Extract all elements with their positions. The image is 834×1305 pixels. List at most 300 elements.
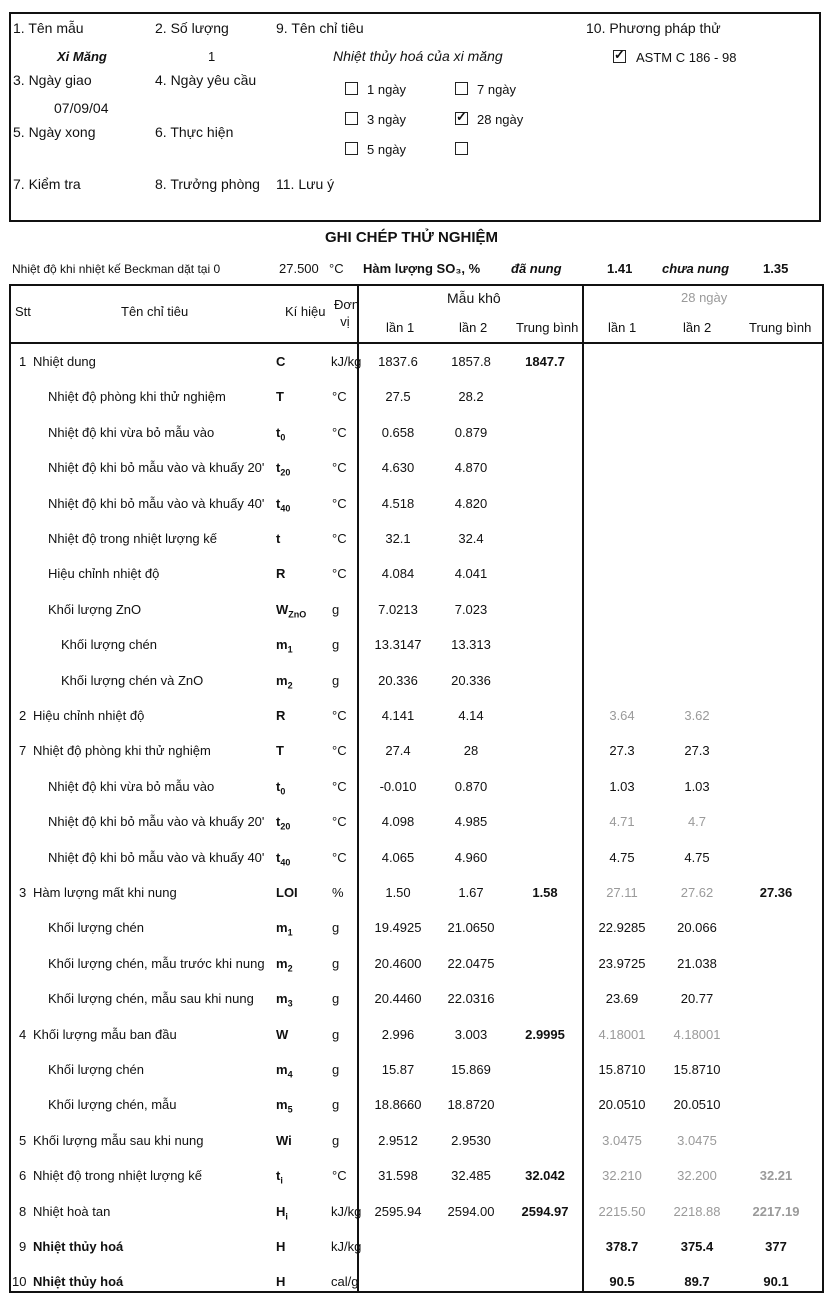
row-28d-run2: 21.038 xyxy=(677,955,717,971)
row-dry-run2: 28.2 xyxy=(458,389,484,405)
row-symbol-main: LOI xyxy=(276,885,298,900)
table-row xyxy=(11,389,822,409)
row-28d-run2: 2218.88 xyxy=(673,1203,721,1219)
row-dry-run1: 4.630 xyxy=(381,460,415,476)
option-1-day-checkbox[interactable] xyxy=(345,82,358,95)
row-dry-run1: 1837.6 xyxy=(378,354,418,369)
row-unit: °C xyxy=(332,814,347,830)
row-dry-run2: 4.960 xyxy=(454,849,488,865)
option-3-day-label: 3 ngày xyxy=(367,112,407,127)
row-symbol xyxy=(276,566,285,581)
row-28d-run1: 15.8710 xyxy=(598,1062,646,1077)
delivery-date-label: 3. Ngày giao xyxy=(13,72,92,88)
row-unit: g xyxy=(332,1026,340,1042)
row-28d-run1: 4.71 xyxy=(609,814,635,830)
test-name-value: Nhiệt thủy hoá của xi măng xyxy=(333,48,503,64)
completion-date-label: 5. Ngày xong xyxy=(13,124,96,140)
row-28d-run2: 3.62 xyxy=(684,708,710,723)
row-dry-run1: -0.010 xyxy=(379,778,417,794)
row-name: Nhiệt độ khi bỏ mẫu vào và khuấy 40' xyxy=(48,495,265,511)
method-checkbox[interactable] xyxy=(613,50,626,63)
row-stt: 10 xyxy=(12,1274,27,1290)
request-date-label: 4. Ngày yêu cầu xyxy=(155,72,257,88)
sample-name-label: 1. Tên mẫu xyxy=(13,20,84,36)
table-row xyxy=(11,425,822,445)
row-symbol-sub: 40 xyxy=(280,503,291,514)
row-symbol-main: m xyxy=(276,991,288,1007)
row-symbol xyxy=(276,885,298,900)
row-symbol-main: t xyxy=(276,495,281,511)
header-28d-run1: lần 1 xyxy=(608,320,637,335)
header-dry-avg: Trung bình xyxy=(516,320,579,335)
header-divider xyxy=(11,342,822,344)
row-symbol xyxy=(276,1204,288,1222)
row-unit: kJ/kg xyxy=(331,1239,362,1254)
row-name: Nhiệt độ trong nhiệt lượng kế xyxy=(48,531,217,546)
row-symbol-sub: 3 xyxy=(287,998,293,1009)
row-28d-run2: 32.200 xyxy=(677,1168,717,1184)
row-unit: °C xyxy=(332,495,347,511)
row-name: Nhiệt thủy hoá xyxy=(33,1274,124,1290)
row-dry-run2: 20.336 xyxy=(451,672,491,688)
row-28d-run2: 27.3 xyxy=(684,743,710,759)
row-dry-run2: 4.985 xyxy=(454,814,488,830)
header-stt: Stt xyxy=(15,304,31,319)
table-row xyxy=(11,850,822,870)
table-row xyxy=(11,531,822,551)
row-unit: °C xyxy=(332,424,347,440)
row-dry-run1: 13.3147 xyxy=(374,637,422,653)
row-symbol-sub: 0 xyxy=(280,432,286,443)
row-dry-run1: 2.996 xyxy=(381,1026,415,1042)
row-dry-run1: 4.084 xyxy=(381,566,415,582)
row-dry-run2: 3.003 xyxy=(454,1026,488,1042)
sample-name-value: Xi Măng xyxy=(57,49,107,64)
table-row xyxy=(11,708,822,728)
header-dry-sample: Mẫu khô xyxy=(447,290,501,306)
row-dry-run2: 0.879 xyxy=(454,424,488,440)
row-symbol-main: t xyxy=(276,778,281,794)
uncalcined-value: 1.35 xyxy=(763,261,789,276)
row-dry-run1: 0.658 xyxy=(381,424,415,440)
row-28d-run1: 23.69 xyxy=(605,991,639,1007)
header-unit: Đơn vị xyxy=(334,297,360,329)
row-dry-run1: 20.336 xyxy=(378,672,418,688)
row-symbol xyxy=(276,1027,288,1042)
beckman-value: 27.500 xyxy=(279,261,319,276)
row-symbol xyxy=(276,1239,285,1254)
quantity-label: 2. Số lượng xyxy=(155,20,229,36)
row-28d-run2: 20.77 xyxy=(680,991,714,1007)
row-symbol-sub: 20 xyxy=(280,467,291,478)
row-28d-run2: 20.0510 xyxy=(673,1097,721,1113)
row-symbol-main: m xyxy=(276,637,288,653)
row-dry-run1: 20.4460 xyxy=(374,991,422,1007)
row-name: Khối lượng mẫu sau khi nung xyxy=(33,1132,204,1148)
row-symbol-main: C xyxy=(276,354,286,369)
row-name: Khối lượng chén xyxy=(48,920,145,936)
row-dry-run2: 22.0475 xyxy=(447,955,495,971)
row-unit: g xyxy=(332,1132,340,1148)
row-symbol-sub: 2 xyxy=(287,680,293,691)
row-symbol xyxy=(276,354,285,369)
row-unit: g xyxy=(332,672,340,688)
option-blank-checkbox[interactable] xyxy=(455,142,468,155)
table-row xyxy=(11,1027,822,1047)
row-dry-run1: 2595.94 xyxy=(374,1203,422,1219)
row-stt: 8 xyxy=(19,1203,27,1219)
row-28d-run1: 22.9285 xyxy=(598,920,646,936)
row-name: Hiệu chỉnh nhiệt độ xyxy=(48,566,160,582)
option-1-day-label: 1 ngày xyxy=(367,82,407,97)
row-symbol xyxy=(276,1168,283,1186)
row-dry-run2: 4.820 xyxy=(454,495,488,511)
row-dry-avg: 1.58 xyxy=(532,885,558,900)
option-3-day-checkbox[interactable] xyxy=(345,112,358,125)
row-unit: °C xyxy=(332,708,347,723)
row-unit: g xyxy=(332,991,340,1007)
row-stt: 9 xyxy=(19,1239,27,1254)
row-symbol xyxy=(276,673,293,691)
row-name: Nhiệt thủy hoá xyxy=(33,1239,124,1254)
row-28d-run2: 15.8710 xyxy=(673,1062,721,1077)
header-28d-avg: Trung bình xyxy=(749,320,812,335)
row-dry-run1: 27.4 xyxy=(385,743,411,759)
row-symbol xyxy=(276,1062,293,1080)
row-name: Nhiệt độ khi bỏ mẫu vào và khuấy 20' xyxy=(48,814,265,830)
row-symbol xyxy=(276,708,285,723)
row-28d-run1: 1.03 xyxy=(609,778,635,794)
header-dry-run1: lần 1 xyxy=(386,320,415,335)
row-dry-run2: 22.0316 xyxy=(447,991,495,1007)
row-stt: 5 xyxy=(19,1132,27,1148)
calcined-label: đã nung xyxy=(511,261,562,276)
row-dry-run1: 4.098 xyxy=(381,814,415,830)
measurement-table xyxy=(9,284,824,1293)
row-symbol-main: t xyxy=(276,460,281,476)
row-symbol xyxy=(276,460,290,478)
row-unit: g xyxy=(332,1097,340,1113)
row-28d-run2: 27.62 xyxy=(680,885,714,900)
table-row xyxy=(11,673,822,693)
row-28d-run1: 4.75 xyxy=(609,849,635,865)
header-symbol: Kí hiệu xyxy=(285,304,326,319)
row-dry-run1: 27.5 xyxy=(385,389,411,405)
table-row xyxy=(11,354,822,374)
row-dry-run1: 18.8660 xyxy=(374,1097,422,1113)
row-name: Nhiệt độ khi vừa bỏ mẫu vào xyxy=(48,778,215,794)
row-28d-run1: 3.0475 xyxy=(602,1132,642,1148)
row-unit: g xyxy=(332,955,340,971)
row-symbol-main: H xyxy=(276,1239,286,1254)
so3-label: Hàm lượng SO₃, % xyxy=(363,261,481,276)
row-28d-avg: 32.21 xyxy=(759,1168,793,1184)
row-symbol-main: t xyxy=(276,424,281,440)
option-7-day-checkbox[interactable] xyxy=(455,82,468,95)
row-dry-run2: 4.041 xyxy=(454,566,488,582)
row-28d-run1: 23.9725 xyxy=(598,955,646,971)
row-dry-run2: 32.485 xyxy=(451,1168,491,1184)
table-row xyxy=(11,602,822,622)
table-row xyxy=(11,814,822,834)
row-dry-avg: 2594.97 xyxy=(521,1203,569,1219)
table-row xyxy=(11,1239,822,1259)
row-dry-run1: 4.518 xyxy=(381,495,415,511)
row-symbol xyxy=(276,956,293,974)
row-symbol-sub: 20 xyxy=(280,821,291,832)
row-symbol-main: m xyxy=(276,1097,288,1113)
row-name: Hiệu chỉnh nhiệt độ xyxy=(33,708,145,723)
row-symbol xyxy=(276,496,290,514)
row-symbol-main: m xyxy=(276,920,288,936)
table-row xyxy=(11,1168,822,1188)
beckman-label: Nhiệt độ khi nhiệt kế Beckman dặt tại 0 xyxy=(12,262,221,276)
sample-info-box xyxy=(9,12,821,222)
row-unit: cal/g xyxy=(331,1274,359,1290)
row-symbol-sub: 1 xyxy=(287,927,293,938)
row-symbol xyxy=(276,602,306,620)
row-unit: g xyxy=(332,601,340,617)
row-stt: 1 xyxy=(19,354,27,369)
row-symbol-sub: ZnO xyxy=(288,609,307,620)
row-dry-run1: 32.1 xyxy=(385,531,411,546)
row-symbol-main: m xyxy=(276,1062,288,1077)
row-unit: g xyxy=(332,637,340,653)
row-dry-run1: 4.065 xyxy=(381,849,415,865)
option-7-day-label: 7 ngày xyxy=(477,82,517,97)
row-name: Nhiệt hoà tan xyxy=(33,1203,111,1219)
table-row xyxy=(11,496,822,516)
row-symbol xyxy=(276,991,293,1009)
row-dry-run2: 4.14 xyxy=(458,708,484,723)
row-28d-run1: 27.11 xyxy=(606,885,638,900)
table-row xyxy=(11,637,822,657)
row-symbol xyxy=(276,850,290,868)
row-name: Hàm lượng mất khi nung xyxy=(33,885,177,900)
row-name: Khối lượng mẫu ban đầu xyxy=(33,1026,177,1042)
row-symbol-main: T xyxy=(276,743,284,759)
row-dry-run2: 4.870 xyxy=(454,460,488,476)
row-symbol xyxy=(276,425,285,443)
row-28d-run2: 4.75 xyxy=(684,849,710,865)
row-symbol xyxy=(276,814,290,832)
row-symbol xyxy=(276,637,293,655)
row-symbol xyxy=(276,779,285,797)
test-method-value: ASTM C 186 - 98 xyxy=(636,50,737,65)
row-name: Khối lượng chén, mẫu xyxy=(48,1097,177,1113)
row-symbol-main: m xyxy=(276,955,288,971)
record-title: GHI CHÉP THỬ NGHIỆM xyxy=(325,229,499,246)
row-unit: g xyxy=(332,1062,340,1077)
row-unit: °C xyxy=(332,743,347,759)
row-symbol xyxy=(276,1133,292,1148)
row-stt: 4 xyxy=(19,1026,27,1042)
row-symbol-sub: 0 xyxy=(280,786,286,797)
row-28d-run1: 2215.50 xyxy=(598,1203,646,1219)
row-dry-avg: 2.9995 xyxy=(525,1026,565,1042)
performer-label: 6. Thực hiện xyxy=(155,124,234,140)
row-28d-run1: 3.64 xyxy=(609,708,635,723)
row-28d-avg: 90.1 xyxy=(763,1274,789,1290)
row-name: Khối lượng chén, mẫu sau khi nung xyxy=(48,991,254,1007)
row-dry-run2: 21.0650 xyxy=(447,920,495,936)
row-dry-run1: 2.9512 xyxy=(378,1132,418,1148)
row-symbol xyxy=(276,531,280,546)
row-symbol-main: t xyxy=(276,814,281,830)
row-name: Nhiệt độ phòng khi thử nghiệm xyxy=(33,743,211,759)
row-name: Khối lượng ZnO xyxy=(48,601,142,617)
row-unit: °C xyxy=(332,778,347,794)
row-28d-run1: 378.7 xyxy=(605,1239,639,1254)
row-dry-run2: 7.023 xyxy=(454,601,488,617)
row-dry-run2: 1857.8 xyxy=(451,354,491,369)
row-dry-run1: 4.141 xyxy=(381,708,415,723)
row-dry-run2: 2.9530 xyxy=(451,1132,491,1148)
row-symbol-sub: i xyxy=(285,1211,288,1222)
header-name: Tên chỉ tiêu xyxy=(121,304,189,319)
row-name: Khối lượng chén, mẫu trước khi nung xyxy=(48,955,265,971)
calcined-value: 1.41 xyxy=(607,261,633,276)
table-row xyxy=(11,885,822,905)
table-row xyxy=(11,1097,822,1117)
row-symbol-main: m xyxy=(276,672,288,688)
row-28d-run1: 27.3 xyxy=(609,743,635,759)
test-method-label: 10. Phương pháp thử xyxy=(586,20,721,36)
row-dry-run2: 1.67 xyxy=(458,885,484,900)
row-symbol xyxy=(276,743,284,758)
row-symbol-main: T xyxy=(276,389,284,405)
quantity-value: 1 xyxy=(208,49,216,64)
row-name: Nhiệt độ trong nhiệt lượng kế xyxy=(33,1168,202,1184)
row-name: Nhiệt dung xyxy=(33,354,96,369)
row-dry-run1: 19.4925 xyxy=(374,920,422,936)
row-symbol-main: H xyxy=(276,1274,286,1290)
row-28d-run1: 4.18001 xyxy=(598,1026,646,1042)
row-stt: 6 xyxy=(19,1168,27,1184)
row-name: Nhiệt độ khi bỏ mẫu vào và khuấy 20' xyxy=(48,460,265,476)
row-28d-run2: 1.03 xyxy=(684,778,710,794)
table-row xyxy=(11,566,822,586)
row-stt: 3 xyxy=(19,885,27,900)
uncalcined-label: chưa nung xyxy=(662,261,730,276)
row-dry-run2: 15.869 xyxy=(451,1062,491,1077)
table-row xyxy=(11,1133,822,1153)
row-dry-run2: 2594.00 xyxy=(447,1203,495,1219)
row-dry-run1: 1.50 xyxy=(385,885,411,900)
table-row xyxy=(11,460,822,480)
option-5-day-label: 5 ngày xyxy=(367,142,407,157)
table-row xyxy=(11,991,822,1011)
row-28d-run2: 4.18001 xyxy=(673,1026,721,1042)
row-name: Nhiệt độ khi vừa bỏ mẫu vào xyxy=(48,424,215,440)
beckman-unit: °C xyxy=(329,261,344,276)
row-symbol-sub: i xyxy=(280,1175,283,1186)
inspector-label: 7. Kiểm tra xyxy=(13,176,81,192)
delivery-date-value: 07/09/04 xyxy=(54,100,109,116)
row-dry-run2: 0.870 xyxy=(454,778,488,794)
row-dry-run2: 13.313 xyxy=(451,637,491,653)
row-dry-run2: 32.4 xyxy=(458,531,484,546)
row-unit: kJ/kg xyxy=(331,1203,362,1219)
row-dry-avg: 32.042 xyxy=(525,1168,565,1184)
row-28d-run2: 89.7 xyxy=(684,1274,710,1290)
row-dry-run1: 15.87 xyxy=(381,1062,415,1077)
row-dry-run1: 20.4600 xyxy=(374,955,422,971)
row-unit: °C xyxy=(332,849,347,865)
row-symbol xyxy=(276,920,293,938)
row-28d-run1: 20.0510 xyxy=(598,1097,646,1113)
row-stt: 7 xyxy=(19,743,27,759)
test-name-label: 9. Tên chỉ tiêu xyxy=(276,20,364,36)
row-unit: °C xyxy=(332,1168,347,1184)
row-symbol-sub: 5 xyxy=(287,1104,293,1115)
note-label: 11. Lưu ý xyxy=(276,176,335,192)
option-28-day-checkbox[interactable] xyxy=(455,112,468,125)
lab-head-label: 8. Trưởng phòng xyxy=(155,176,260,192)
row-28d-avg: 2217.19 xyxy=(752,1203,800,1219)
option-28-day-label: 28 ngày xyxy=(477,112,524,127)
table-row xyxy=(11,956,822,976)
row-28d-run2: 20.066 xyxy=(677,920,717,936)
row-symbol-main: R xyxy=(276,566,286,582)
header-28d-run2: lần 2 xyxy=(683,320,712,335)
row-symbol-main: Wi xyxy=(276,1132,292,1148)
table-row xyxy=(11,1062,822,1082)
row-28d-run2: 4.7 xyxy=(687,814,707,830)
row-name: Nhiệt độ khi bỏ mẫu vào và khuấy 40' xyxy=(48,849,265,865)
row-symbol-sub: 40 xyxy=(280,857,291,868)
row-symbol xyxy=(276,389,284,404)
row-unit: kJ/kg xyxy=(331,354,362,369)
row-unit: °C xyxy=(332,389,347,405)
option-5-day-checkbox[interactable] xyxy=(345,142,358,155)
row-symbol xyxy=(276,1097,293,1115)
row-stt: 2 xyxy=(19,708,27,723)
row-28d-run2: 375.4 xyxy=(680,1239,714,1254)
header-dry-run2: lần 2 xyxy=(459,320,488,335)
table-row xyxy=(11,743,822,763)
row-28d-avg: 377 xyxy=(765,1239,787,1254)
row-unit: °C xyxy=(332,460,347,476)
row-dry-run1: 7.0213 xyxy=(378,601,418,617)
row-28d-run1: 32.210 xyxy=(602,1168,642,1184)
row-symbol-main: W xyxy=(276,1026,289,1042)
row-symbol-sub: 4 xyxy=(287,1069,293,1080)
row-symbol-main: H xyxy=(276,1203,286,1219)
row-28d-run2: 3.0475 xyxy=(677,1132,717,1148)
row-symbol-main: R xyxy=(276,708,286,723)
row-unit: g xyxy=(332,920,340,936)
table-row xyxy=(11,779,822,799)
row-symbol-sub: 1 xyxy=(287,644,293,655)
row-symbol-main: t xyxy=(276,849,281,865)
row-name: Khối lượng chén xyxy=(48,1062,145,1077)
table-row xyxy=(11,1204,822,1224)
row-symbol-main: t xyxy=(276,1168,281,1184)
row-name: Khối lượng chén xyxy=(61,637,158,653)
row-unit: °C xyxy=(332,566,347,582)
row-dry-avg: 1847.7 xyxy=(525,354,565,369)
row-dry-run1: 31.598 xyxy=(378,1168,418,1184)
table-row xyxy=(11,1274,822,1294)
row-symbol-main: t xyxy=(276,531,281,546)
table-row xyxy=(11,920,822,940)
row-symbol xyxy=(276,1274,285,1289)
row-unit: °C xyxy=(332,531,347,546)
row-dry-run2: 18.8720 xyxy=(447,1097,495,1113)
row-dry-run2: 28 xyxy=(463,743,479,759)
row-symbol-main: W xyxy=(276,601,289,617)
